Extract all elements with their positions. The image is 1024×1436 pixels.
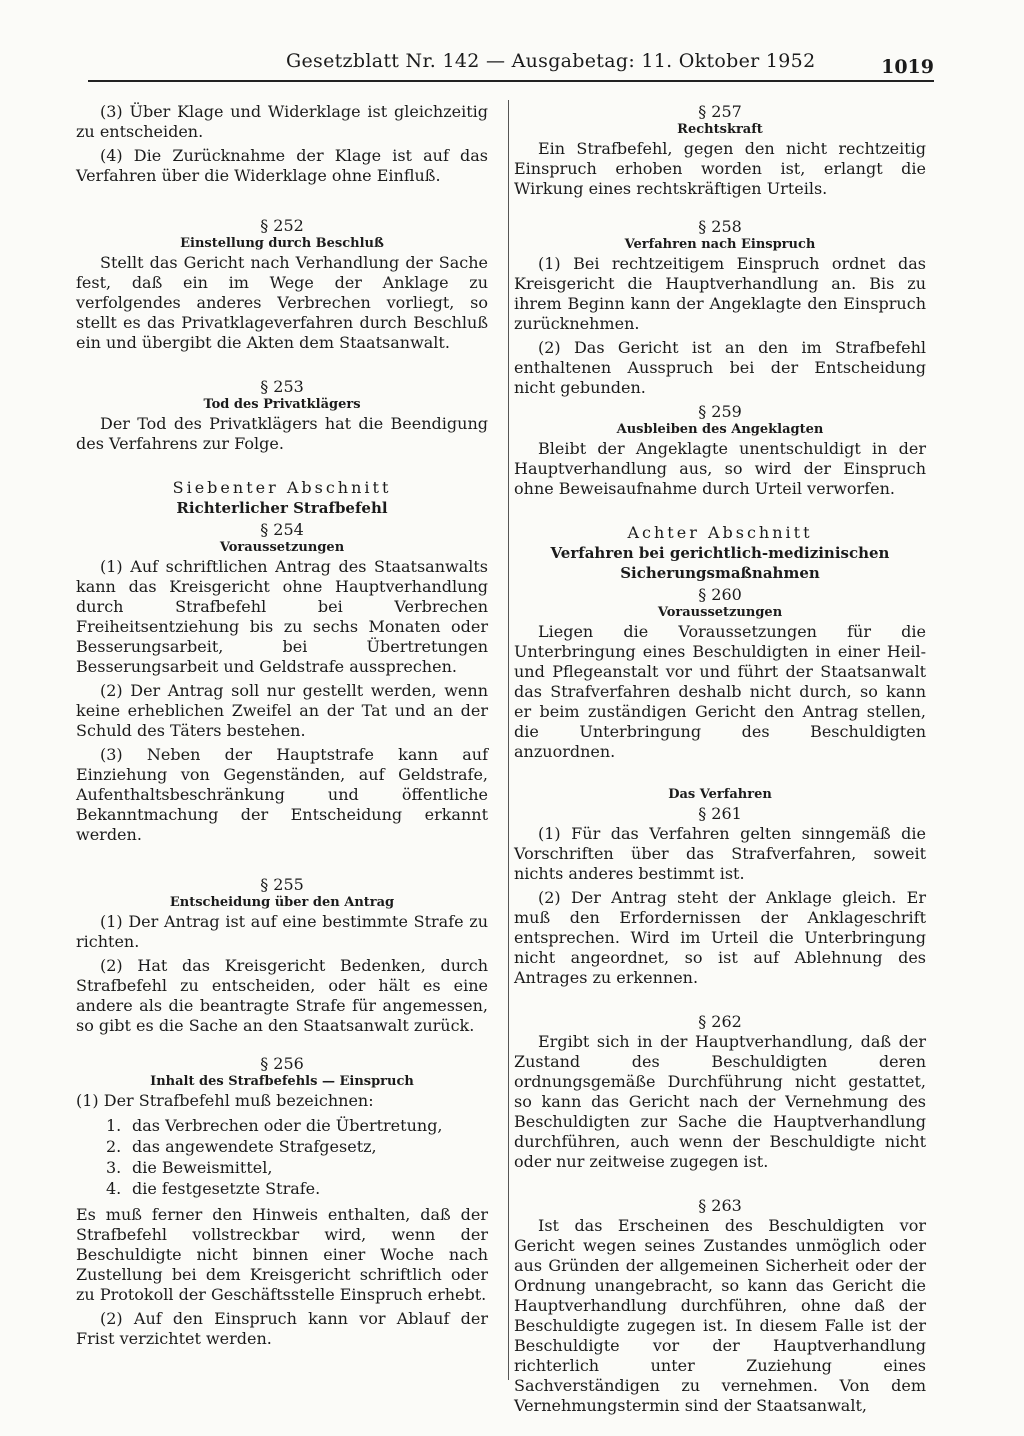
column-divider xyxy=(508,100,509,1380)
chapter-title: Richterlicher Strafbefehl xyxy=(176,499,388,517)
list-item: 1. das Verbrechen oder die Übertretung, xyxy=(106,1116,443,1135)
paragraph: (1) Bei rechtzeitigem Einspruch ordnet das Kreisgericht die Hauptverhandlung an. Bis zu ihrem Beginn kann der Angeklagte den Einspruch zurücknehmen. xyxy=(514,254,926,333)
right-column xyxy=(514,102,926,1420)
section-number: § 256 xyxy=(260,1054,304,1073)
section-number: § 261 xyxy=(698,804,742,823)
chapter-label: Siebenter Abschnitt xyxy=(172,478,392,497)
chapter-label: Achter Abschnitt xyxy=(627,523,813,542)
paragraph: (2) Der Antrag steht der Anklage gleich. Er muß den Erfordernissen der Anklageschrift entsprechen. Wird im Urteil die Unterbringung nicht angeordnet, so ist auf Ablehnung des Antrages zu erkennen. xyxy=(514,888,926,987)
paragraph: Liegen die Voraussetzungen für die Unterbringung eines Beschuldigten in einer Heil- und Pflegeanstalt vor und führt der Staatsanwalt das Strafverfahren deshalb nicht durch, so kann er beim zuständigen Gericht den Antrag stellen, die Unterbringung des Beschuldigten anzuordnen. xyxy=(514,622,926,761)
section-heading: Tod des Privatklägers xyxy=(203,397,361,412)
paragraph: (1) Der Antrag ist auf eine bestimmte Strafe zu richten. xyxy=(76,912,488,951)
section-number: § 258 xyxy=(698,217,742,236)
section-number: § 253 xyxy=(260,377,304,396)
section-number: § 263 xyxy=(698,1196,742,1215)
paragraph: Bleibt der Angeklagte unentschuldigt in der Hauptverhandlung aus, so wird der Einspruch ohne Beweisaufnahme durch Urteil verworfen. xyxy=(514,439,926,498)
paragraph: (2) Das Gericht ist an den im Strafbefehl enthaltenen Ausspruch bei der Entscheidung nicht gebunden. xyxy=(514,338,926,397)
chapter-title: Verfahren bei gerichtlich-medizinischen Sicherungsmaßnahmen xyxy=(550,544,890,582)
list-item: 3. die Beweismittel, xyxy=(106,1158,273,1177)
enumerated-list xyxy=(76,1115,488,1199)
section-heading: Verfahren nach Einspruch xyxy=(624,237,816,252)
section-heading: Einstellung durch Beschluß xyxy=(180,236,384,251)
section-heading: Rechtskraft xyxy=(677,122,763,137)
page-header xyxy=(88,46,934,82)
section-number: § 260 xyxy=(698,585,742,604)
paragraph: (1) Für das Verfahren gelten sinngemäß die Vorschriften über das Strafverfahren, soweit nichts anderes bestimmt ist. xyxy=(514,824,926,883)
paragraph: Ergibt sich in der Hauptverhandlung, daß der Zustand des Beschuldigten deren ordnungsgemäße Durchführung nicht gestattet, so kann das Gericht nach der Vernehmung des Beschuldigten zur Sache die Hauptverhandlung durchführen, auch wenn der Beschuldigte nicht oder nur zeitweise zugegen ist. xyxy=(514,1032,926,1171)
section-heading: Entscheidung über den Antrag xyxy=(169,895,395,910)
section-heading: Voraussetzungen xyxy=(657,605,783,620)
section-number: § 255 xyxy=(260,875,304,894)
section-number: § 254 xyxy=(260,520,304,539)
paragraph: (1) Auf schriftlichen Antrag des Staatsanwalts kann das Kreisgericht ohne Hauptverhandlung durch Strafbefehl bei Verbrechen Freiheitsentziehung bis zu sechs Monaten oder Besserungsarbeit, bei Übertretungen Besserungsarbeit und Geldstrafe aussprechen. xyxy=(76,557,488,676)
paragraph: Der Tod des Privatklägers hat die Beendigung des Verfahrens zur Folge. xyxy=(76,414,488,453)
paragraph: (3) Über Klage und Widerklage ist gleichzeitig zu entscheiden. xyxy=(76,102,488,141)
section-heading: Voraussetzungen xyxy=(219,540,345,555)
list-item: 4. die festgesetzte Strafe. xyxy=(106,1179,321,1198)
paragraph: (1) Der Strafbefehl muß bezeichnen: xyxy=(76,1091,374,1110)
paragraph: (2) Auf den Einspruch kann vor Ablauf der Frist verzichtet werden. xyxy=(76,1309,488,1348)
header-title: Gesetzblatt Nr. 142 — Ausgabetag: 11. Oktober 1952 xyxy=(286,50,816,72)
section-heading: Ausbleiben des Angeklagten xyxy=(616,422,824,437)
section-number: § 252 xyxy=(260,216,304,235)
paragraph: (2) Der Antrag soll nur gestellt werden, wenn keine erheblichen Zweifel an der Tat und an der Schuld des Täters bestehen. xyxy=(76,681,488,740)
section-heading: Inhalt des Strafbefehls — Einspruch xyxy=(150,1074,414,1089)
page-number: 1019 xyxy=(881,56,934,78)
paragraph: (2) Hat das Kreisgericht Bedenken, durch Strafbefehl zu entscheiden, oder hält es eine andere als die beantragte Strafe für angemessen, so gibt es die Sache an den Staatsanwalt zurück. xyxy=(76,956,488,1035)
paragraph: (4) Die Zurücknahme der Klage ist auf das Verfahren über die Widerklage ohne Einfluß. xyxy=(76,146,488,185)
paragraph: Stellt das Gericht nach Verhandlung der Sache fest, daß ein im Wege der Anklage zu verfolgendes anderes Verbrechen vorliegt, so stellt es das Privatklageverfahren durch Beschluß ein und übergibt die Akten dem Staatsanwalt. xyxy=(76,253,488,352)
section-number: § 257 xyxy=(698,102,742,121)
paragraph: Ein Strafbefehl, gegen den nicht rechtzeitig Einspruch erhoben worden ist, erlangt die Wirkung eines rechtskräftigen Urteils. xyxy=(514,139,926,198)
section-number: § 262 xyxy=(698,1012,742,1031)
left-column xyxy=(76,102,488,1353)
paragraph: (3) Neben der Hauptstrafe kann auf Einziehung von Gegenständen, auf Geldstrafe, Aufenthaltsbeschränkung und öffentliche Bekanntmachung der Entscheidung erkannt werden. xyxy=(76,745,488,844)
list-item: 2. das angewendete Strafgesetz, xyxy=(106,1137,377,1156)
paragraph: Es muß ferner den Hinweis enthalten, daß der Strafbefehl vollstreckbar wird, wenn der Beschuldigte nicht binnen einer Woche nach Zustellung bei dem Kreisgericht schriftlich oder zu Protokoll der Geschäftsstelle Einspruch erhebt. xyxy=(76,1205,488,1304)
paragraph: Ist das Erscheinen des Beschuldigten vor Gericht wegen seines Zustandes unmöglich oder aus Gründen der allgemeinen Sicherheit oder der Ordnung unangebracht, so kann das Gericht die Hauptverhandlung durchführen, ohne daß der Beschuldigte zugegen ist. In diesem Falle ist der Beschuldigte vor der Hauptverhandlung richterlich unter Zuziehung eines Sachverständigen zu vernehmen. Von dem Vernehmungstermin sind der Staatsanwalt, xyxy=(514,1216,926,1415)
section-number: § 259 xyxy=(698,402,742,421)
subheading: Das Verfahren xyxy=(668,787,772,802)
